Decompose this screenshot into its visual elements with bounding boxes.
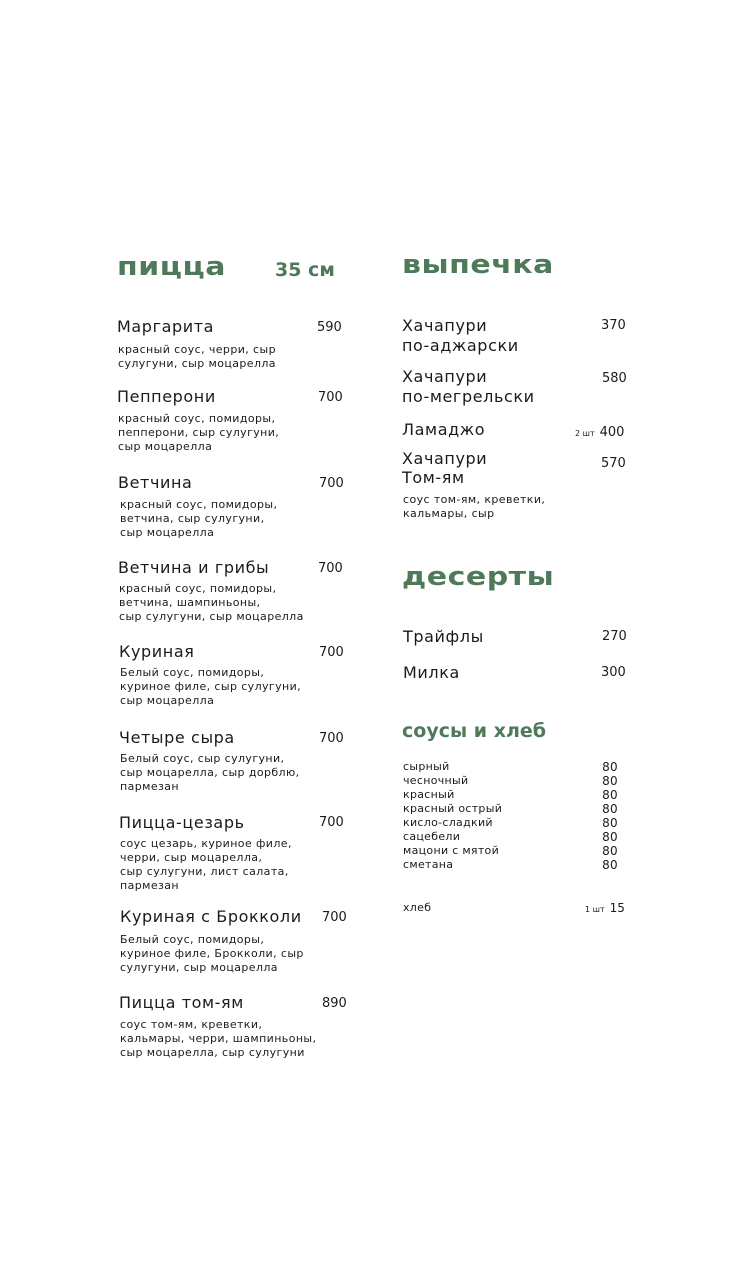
bakery-item-name: Ламаджо xyxy=(402,420,486,439)
sauce-row: мацони с мятой 80 xyxy=(403,844,618,858)
sauce-row: сметана 80 xyxy=(403,858,618,872)
pizza-section-title: пицца xyxy=(117,252,226,283)
sauce-row: красный 80 xyxy=(403,788,618,802)
pizza-item-price: 700 xyxy=(318,561,343,576)
bakery-item-name: Хачапури по-мегрельски xyxy=(402,367,535,406)
bakery-item-price: 2 шт 400 xyxy=(575,425,625,440)
pizza-item-name: Пицца том-ям xyxy=(119,993,244,1012)
pizza-item-price: 700 xyxy=(319,476,344,491)
pizza-item-name: Куриная с Брокколи xyxy=(120,907,302,926)
pizza-item-desc: Белый соус, сыр сулугуни, сыр моцарелла, сыр дорблю, пармезан xyxy=(120,752,300,793)
dessert-item-name: Трайфлы xyxy=(403,627,484,646)
pizza-item-desc: красный соус, черри, сыр сулугуни, сыр моцарелла xyxy=(118,343,276,370)
dessert-item-name: Милка xyxy=(403,663,460,682)
bakery-item-desc: соус том-ям, креветки, кальмары, сыр xyxy=(403,493,546,520)
pizza-item-price: 700 xyxy=(319,731,344,746)
pizza-item-name: Ветчина xyxy=(118,473,193,492)
bakery-section-title: выпечка xyxy=(402,250,554,281)
pizza-item-price: 890 xyxy=(322,996,347,1011)
sauce-row: чесночный 80 xyxy=(403,774,618,788)
pizza-item-name: Пепперони xyxy=(117,387,216,406)
sauce-row: сацебели 80 xyxy=(403,830,618,844)
sauces-section-title: соусы и хлеб xyxy=(402,720,547,742)
pizza-item-name: Маргарита xyxy=(117,317,215,336)
pizza-item-name: Куриная xyxy=(119,642,195,661)
pizza-item-price: 700 xyxy=(319,815,344,830)
bakery-item-price: 570 xyxy=(601,456,626,471)
pizza-item-price: 590 xyxy=(317,320,342,335)
dessert-item-price: 270 xyxy=(602,629,627,644)
pizza-item-desc: Белый соус, помидоры, куриное филе, сыр сулугуни, сыр моцарелла xyxy=(120,666,302,707)
sauce-row: кисло-сладкий 80 xyxy=(403,816,618,830)
sauce-row: красный острый 80 xyxy=(403,802,618,816)
bakery-item-name: Хачапури по-аджарски xyxy=(402,316,519,355)
bread-name: хлеб xyxy=(403,901,432,914)
pizza-item-desc: соус цезарь, куриное филе, черри, сыр моцарелла, сыр сулугуни, лист салата, пармезан xyxy=(120,837,292,892)
pizza-item-desc: красный соус, помидоры, пепперони, сыр сулугуни, сыр моцарелла xyxy=(118,412,280,453)
pizza-item-name: Пицца-цезарь xyxy=(119,813,245,832)
pizza-item-price: 700 xyxy=(319,645,344,660)
pizza-item-desc: красный соус, помидоры, ветчина, сыр сулугуни, сыр моцарелла xyxy=(120,498,278,539)
bakery-item-price: 370 xyxy=(601,318,626,333)
bakery-item-name: Хачапури Том-ям xyxy=(402,449,488,487)
pizza-item-desc: красный соус, помидоры, ветчина, шампиньоны, сыр сулугуни, сыр моцарелла xyxy=(119,582,304,623)
desserts-section-title: десерты xyxy=(402,562,555,593)
pizza-item-desc: соус том-ям, креветки, кальмары, черри, шампиньоны, сыр моцарелла, сыр сулугуни xyxy=(120,1018,317,1059)
bakery-item-price: 580 xyxy=(602,371,627,386)
dessert-item-price: 300 xyxy=(601,665,626,680)
pizza-size-label: 35 см xyxy=(275,259,335,281)
bread-price: 1 шт 15 xyxy=(585,901,625,915)
pizza-item-name: Четыре сыра xyxy=(119,728,235,747)
pizza-item-name: Ветчина и грибы xyxy=(118,558,270,577)
sauce-row: сырный 80 xyxy=(403,760,618,774)
pizza-item-desc: Белый соус, помидоры, куриное филе, Брокколи, сыр сулугуни, сыр моцарелла xyxy=(120,933,304,974)
pizza-item-price: 700 xyxy=(322,910,347,925)
pizza-item-price: 700 xyxy=(318,390,343,405)
